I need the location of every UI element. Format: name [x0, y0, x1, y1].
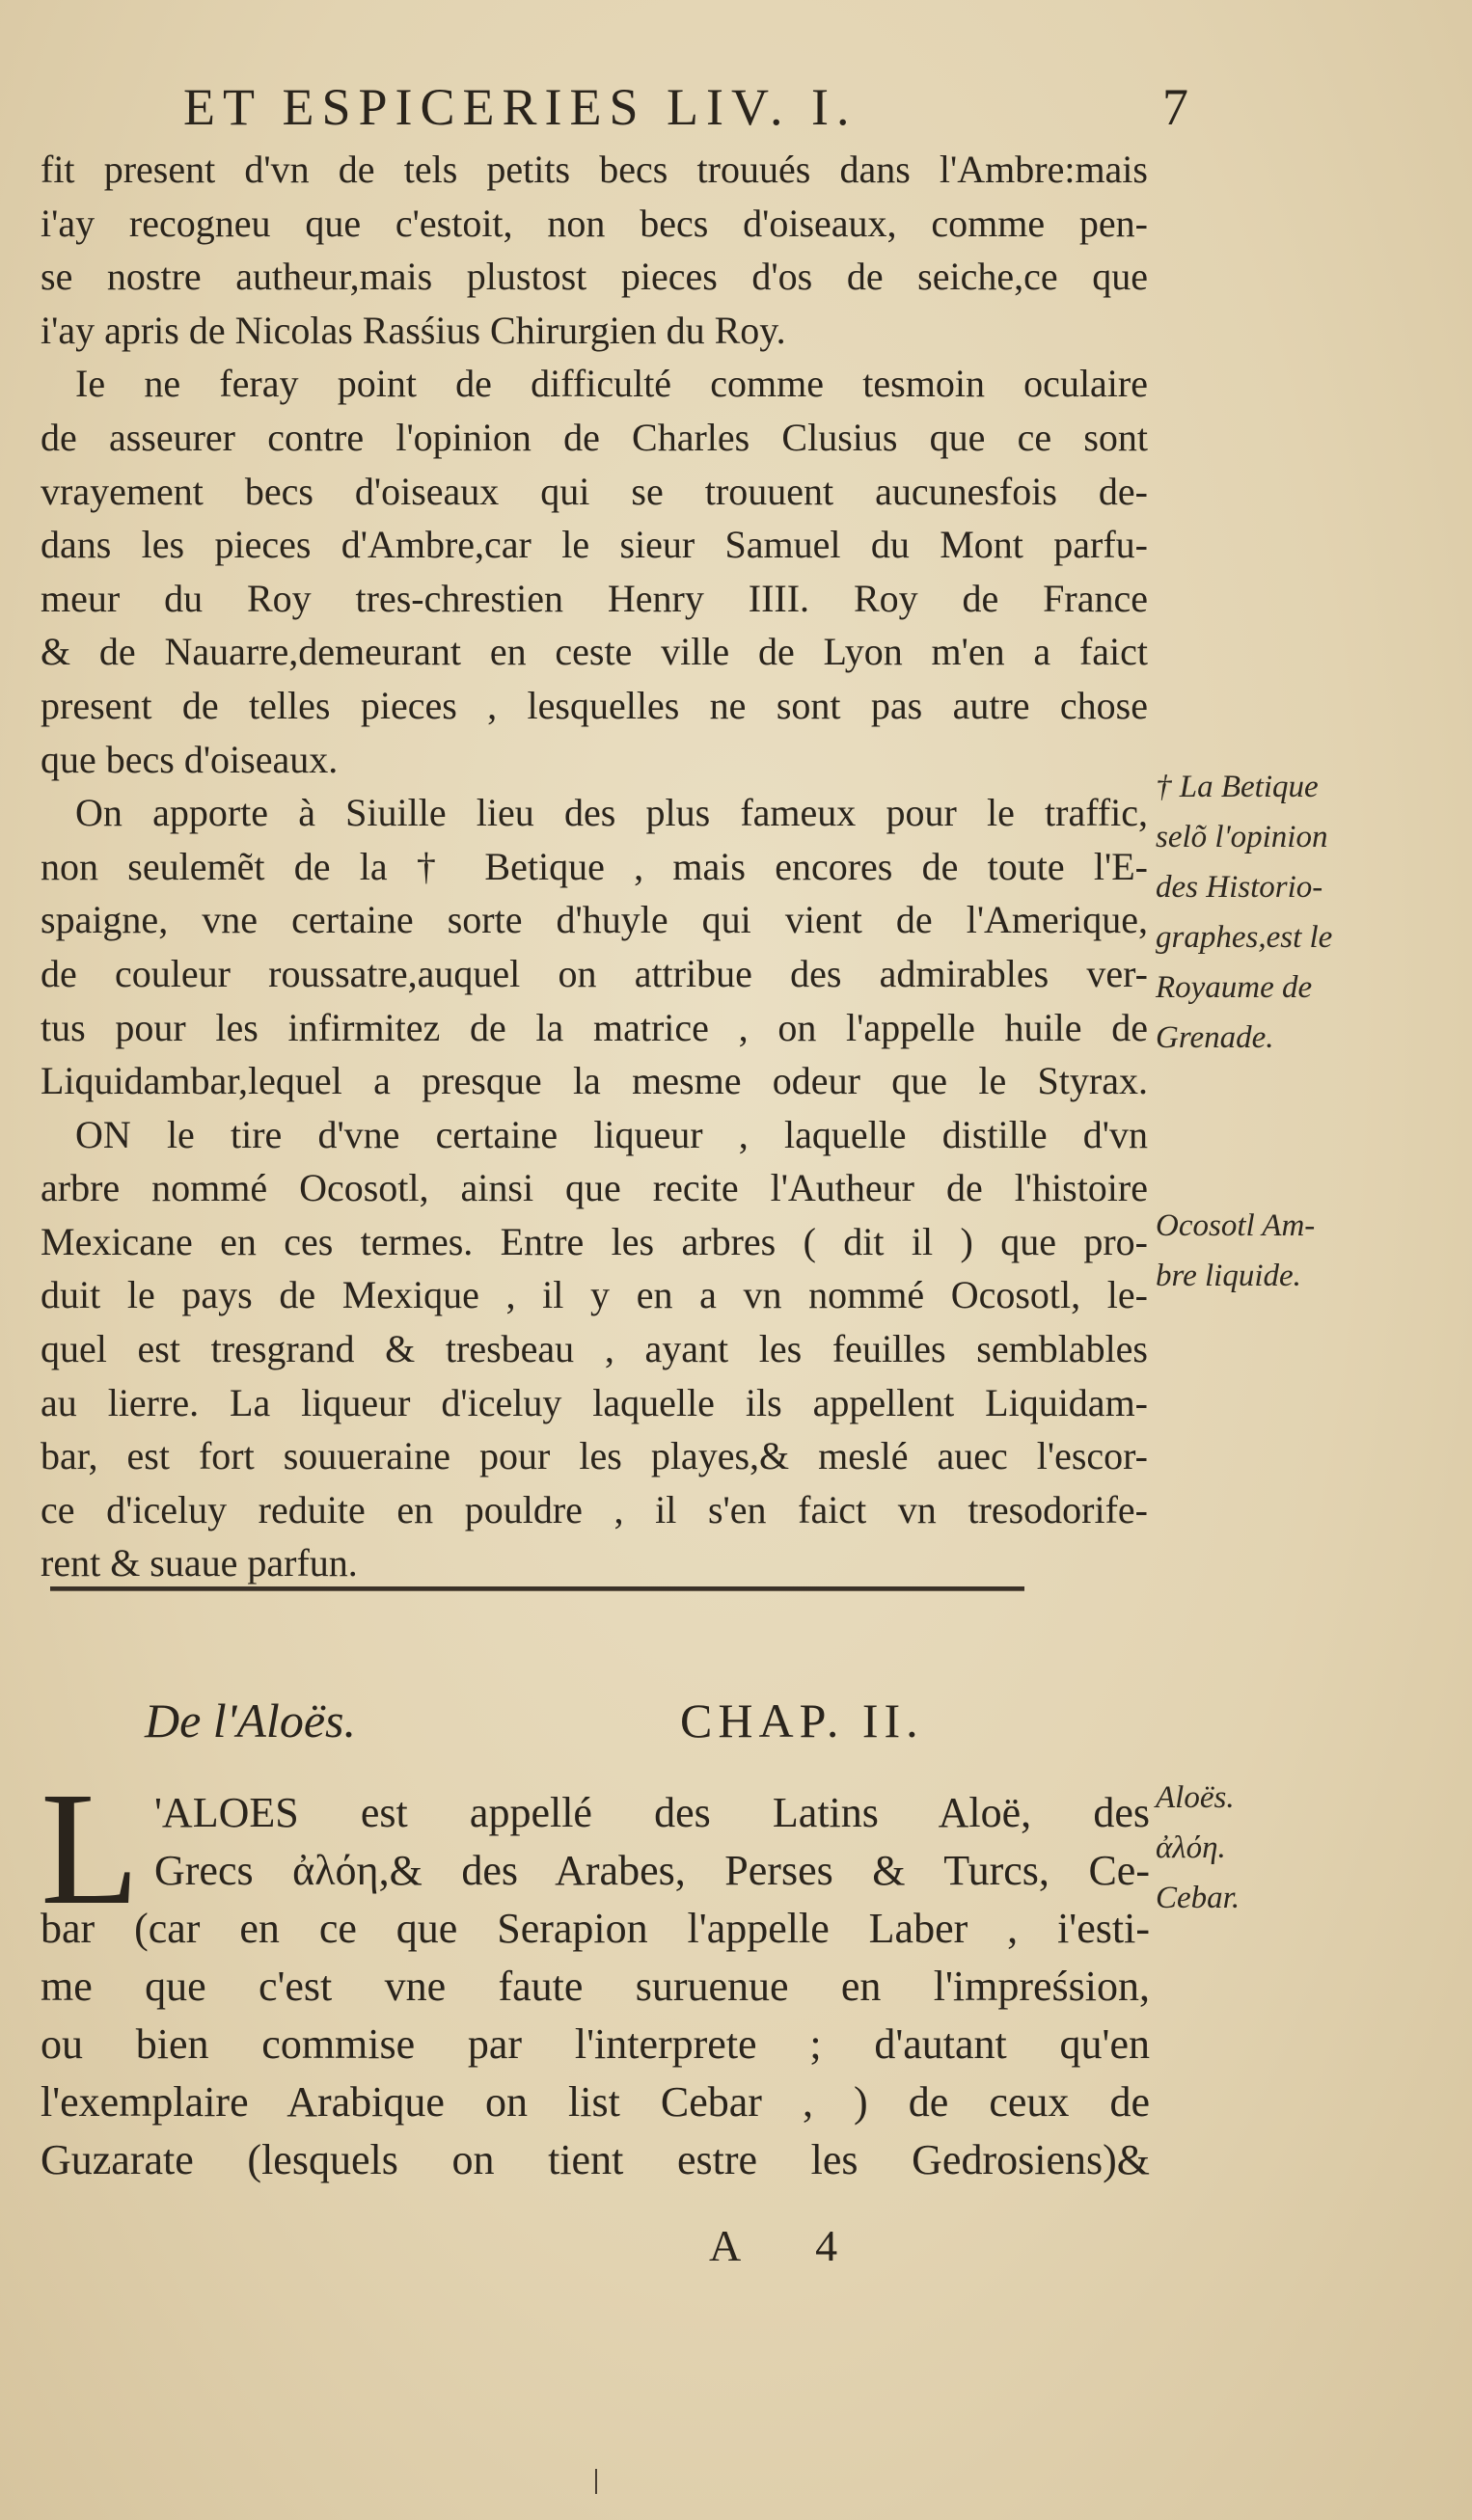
text-line: i'ay apris de Nicolas Rasśius Chirurgien du Roy. — [41, 308, 786, 352]
chapter-text-block — [41, 1759, 1150, 2189]
gutter-mark — [595, 2469, 597, 2494]
chapter-number: CHAP. II. — [680, 1694, 924, 1748]
chapter-heading — [145, 1693, 1109, 1760]
margin-note-aloes — [1156, 1773, 1240, 1923]
text-line: ce d'iceluy reduite en pouldre , il s'en faict vn tresodorife- — [41, 1487, 1148, 1531]
text-line: fit present d'vn de tels petits becs trouués dans l'Ambre:mais — [41, 148, 1148, 191]
text-line: de couleur roussatre,auquel on attribue des admirables ver- — [41, 951, 1148, 995]
chapter-line: 'ALOES est appellé des Latins Aloë, des — [154, 1789, 1150, 1836]
text-line: au lierre. La liqueur d'iceluy laquelle ils appellent Liquidam- — [41, 1380, 1148, 1424]
text-line: duit le pays de Mexique , il y en a vn nommé Ocosotl, le- — [41, 1273, 1148, 1317]
margin-note-line: ἀλόη. — [1156, 1830, 1226, 1865]
margin-note-line: Grenade. — [1156, 1020, 1274, 1055]
text-line: de asseurer contre l'opinion de Charles Clusius que ce sont — [41, 415, 1148, 459]
text-line: rent & suaue parfun. — [41, 1541, 358, 1585]
chapter-line: bar (car en ce que Serapion l'appelle Laber , i'esti- — [41, 1905, 1150, 1952]
text-line: quel est tresgrand & tresbeau , ayant les feuilles semblables — [41, 1327, 1148, 1371]
margin-note-line: bre liquide. — [1156, 1259, 1301, 1293]
page-header — [183, 77, 1196, 145]
margin-note-line: selõ l'opinion — [1156, 820, 1328, 854]
text-line: ON le tire d'vne certaine liqueur , laquelle distille d'vn — [75, 1112, 1148, 1156]
chapter-line: Grecs ἀλόη,& des Arabes, Perses & Turcs, Ce- — [154, 1847, 1150, 1894]
margin-note-line: Ocosotl Am- — [1156, 1208, 1316, 1243]
text-line: dans les pieces d'Ambre,car le sieur Samuel du Mont parfu- — [41, 523, 1148, 567]
page-number: 7 — [1162, 78, 1196, 136]
text-line: spaigne, vne certaine sorte d'huyle qui vient de l'Amerique, — [41, 898, 1148, 942]
text-line: i'ay recogneu que c'estoit, non becs d'oiseaux, comme pen- — [41, 201, 1148, 245]
chapter-line: me que c'est vne faute suruenue en l'impreśsion, — [41, 1963, 1150, 2010]
text-line: On apporte à Siuille lieu des plus fameux pour le traffic, — [75, 791, 1148, 835]
chapter-lines — [41, 1784, 1150, 2189]
margin-note-line: des Historio- — [1156, 870, 1323, 905]
text-line: bar, est fort souueraine pour les playes,& meslé auec l'escor- — [41, 1434, 1148, 1478]
margin-note-line: Cebar. — [1156, 1881, 1240, 1915]
text-line: meur du Roy tres-chrestien Henry IIII. Roy de France — [41, 576, 1148, 620]
drop-capital: L — [41, 1759, 140, 1938]
text-line: se nostre autheur,mais plustost pieces d'os de seiche,ce que — [41, 255, 1148, 299]
text-line: Mexicane en ces termes. Entre les arbres ( dit il ) que pro- — [41, 1219, 1148, 1263]
signature-mark: A 4 — [709, 2221, 871, 2270]
chapter-line: Guzarate (lesquels on tient estre les Gedrosiens)& — [41, 2136, 1150, 2183]
main-text-block — [41, 143, 1148, 1590]
margin-note-line: † La Betique — [1156, 770, 1319, 804]
text-line: arbre nommé Ocosotl, ainsi que recite l'Autheur de l'histoire — [41, 1166, 1148, 1210]
margin-note-betique — [1156, 762, 1332, 1063]
chapter-line: l'exemplaire Arabique on list Cebar , ) de ceux de — [41, 2078, 1150, 2126]
chapter-title: De l'Aloës. — [145, 1694, 356, 1748]
margin-note-line: Royaume de — [1156, 970, 1313, 1005]
text-line: que becs d'oiseaux. — [41, 737, 339, 781]
text-line: vrayement becs d'oiseaux qui se trouuent aucunesfois de- — [41, 469, 1148, 513]
text-line: non seulemẽt de la † Betique , mais encores de toute l'E- — [41, 844, 1148, 888]
text-line: present de telles pieces , lesquelles ne sont pas autre chose — [41, 683, 1148, 727]
chapter-line: ou bien commise par l'interprete ; d'autant qu'en — [41, 2020, 1150, 2068]
running-head: ET ESPICERIES LIV. I. — [183, 78, 858, 136]
text-line: tus pour les infirmitez de la matrice , on l'appelle huile de — [41, 1005, 1148, 1049]
margin-note-ocosotl — [1156, 1201, 1315, 1301]
margin-note-line: Aloës. — [1156, 1780, 1235, 1815]
text-line: & de Nauarre,demeurant en ceste ville de Lyon m'en a faict — [41, 630, 1148, 674]
text-line: Liquidambar,lequel a presque la mesme odeur que le Styrax. — [41, 1059, 1148, 1103]
section-rule — [50, 1586, 1024, 1591]
text-line: Ie ne feray point de difficulté comme tesmoin oculaire — [75, 362, 1148, 406]
margin-note-line: graphes,est le — [1156, 920, 1333, 955]
